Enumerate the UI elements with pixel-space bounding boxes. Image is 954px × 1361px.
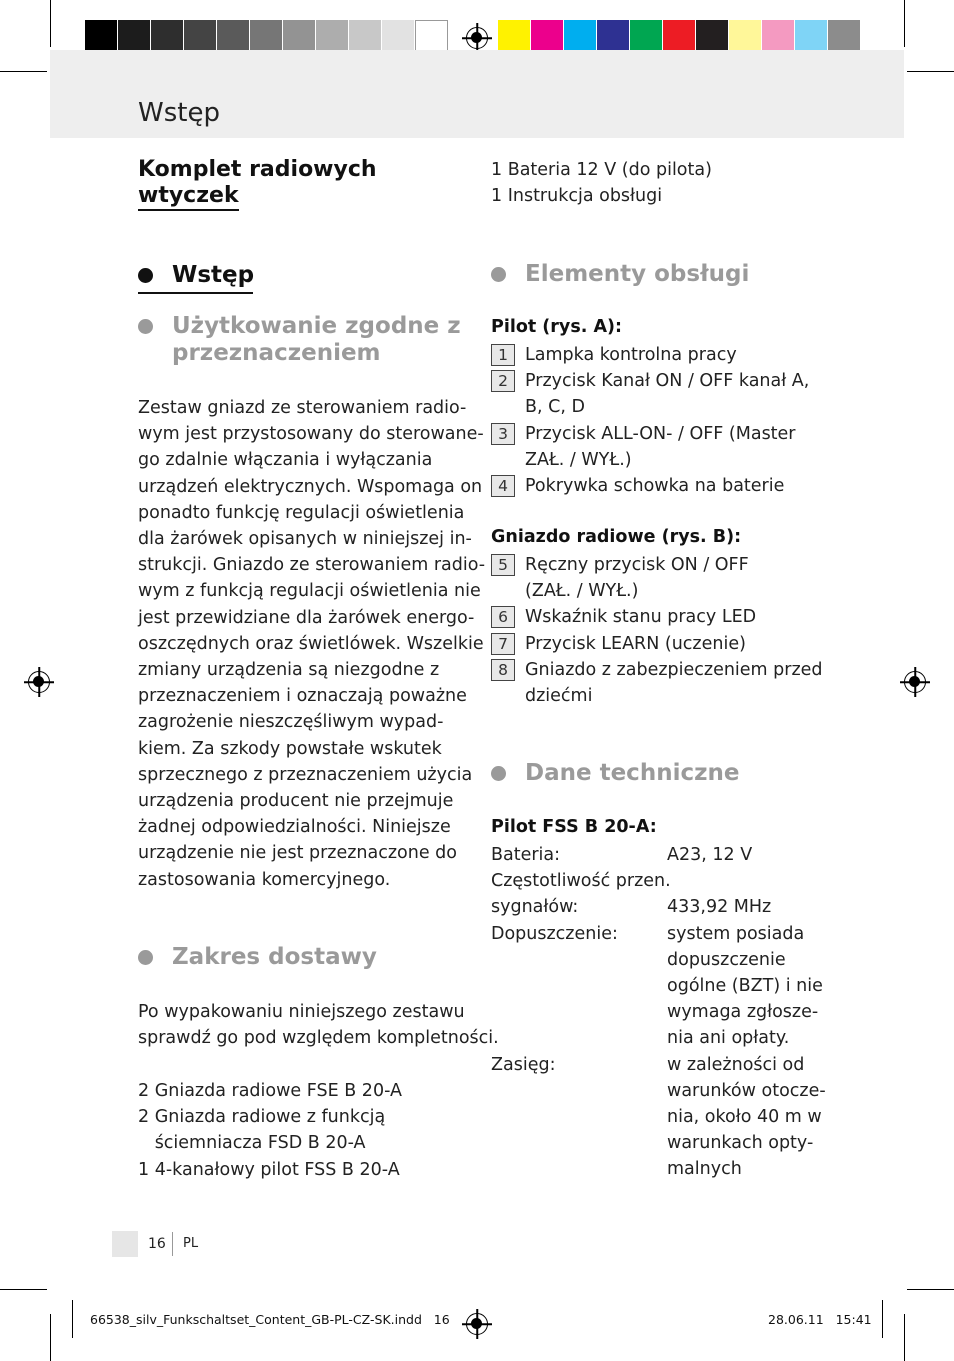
item-number-box: 3	[491, 423, 515, 445]
grayscale-swatch	[151, 20, 184, 54]
text-line: urządzeń elektrycznych. Wspomaga on	[138, 476, 483, 497]
spec-value: warunkach opty-	[667, 1133, 814, 1154]
product-title-line2: wtyczek	[138, 183, 239, 211]
text-line: dla żarówek opisanych w niniejszej in-	[138, 529, 472, 550]
delivery-list-continued	[491, 157, 712, 209]
delivery-item: 1 Instrukcja obsługi	[491, 186, 663, 207]
grayscale-color-bar	[85, 20, 448, 54]
tech-remote-heading: Pilot FSS B 20-A:	[491, 817, 657, 837]
item-label: B, C, D	[525, 397, 585, 418]
slug-date: 28.06.11 15:41	[768, 1312, 872, 1327]
bullet-icon	[491, 267, 506, 282]
grayscale-swatch	[415, 20, 448, 54]
process-swatch	[597, 20, 630, 54]
process-swatch	[630, 20, 663, 54]
remote-heading: Pilot (rys. A):	[491, 317, 623, 337]
text-line: wym z funkcją regulacji oświetlenia nie	[138, 581, 481, 602]
page-number: 16	[148, 1236, 166, 1252]
spec-value: 433,92 MHz	[667, 897, 772, 918]
text-line: zastosowania komercyjnego.	[138, 869, 391, 890]
item-label: Ręczny przycisk ON / OFF	[525, 555, 749, 575]
process-swatch	[696, 20, 729, 54]
text-line: urządzenie nie jest przeznaczone do	[138, 843, 457, 864]
text-line: oszczędnych oraz świetlówek. Wszelkie	[138, 633, 484, 654]
spec-value: system posiada	[667, 923, 805, 944]
crop-mark	[50, 0, 51, 47]
grayscale-swatch	[250, 20, 283, 54]
item-label: Przycisk LEARN (uczenie)	[525, 633, 746, 654]
item-number-box: 6	[491, 606, 515, 628]
spec-key: Zasięg:	[491, 1054, 556, 1075]
grayscale-swatch	[118, 20, 151, 54]
crop-mark	[904, 1314, 905, 1361]
process-swatch	[498, 20, 531, 54]
text-line: 2 Gniazda radiowe FSE B 20-A	[138, 1081, 402, 1101]
spec-key: Bateria:	[491, 845, 561, 865]
grayscale-swatch	[184, 20, 217, 54]
item-label: Przycisk ALL-ON- / OFF (Master	[525, 423, 796, 444]
spec-key: sygnałów:	[491, 897, 579, 918]
crop-mark	[907, 1289, 954, 1290]
footer-divider	[172, 1232, 173, 1256]
slug-filename: 66538_silv_Funkschaltset_Content_GB-PL-CZ-SK.indd 16	[90, 1312, 450, 1327]
crop-mark	[50, 1314, 51, 1361]
text-line: sprzecznego z przeznaczeniem użycia	[138, 764, 473, 785]
crop-mark	[0, 71, 47, 72]
spec-value: warunków otocze-	[667, 1080, 826, 1101]
registration-mark-icon	[466, 27, 488, 49]
bullet-icon	[138, 950, 153, 965]
text-line: Zestaw gniazd ze sterowaniem radio-	[138, 398, 467, 418]
grayscale-swatch	[85, 20, 118, 54]
item-label: Wskaźnik stanu pracy LED	[525, 607, 757, 628]
grayscale-swatch	[316, 20, 349, 54]
spec-value: nia ani opłaty.	[667, 1028, 790, 1049]
process-swatch	[531, 20, 564, 54]
item-number-box: 4	[491, 475, 515, 497]
item-label: Pokrywka schowka na baterie	[525, 476, 785, 496]
spec-value: w zależności od	[667, 1054, 805, 1075]
text-line: zmiany urządzenia są niezgodne z	[138, 660, 440, 681]
crop-mark	[904, 0, 905, 47]
spec-key: Dopuszczenie:	[491, 923, 618, 944]
process-swatch	[564, 20, 597, 54]
grayscale-swatch	[283, 20, 316, 54]
item-number-box: 7	[491, 633, 515, 655]
text-line: 2 Gniazda radiowe z funkcją	[138, 1107, 386, 1128]
registration-mark-icon	[28, 671, 50, 693]
socket-heading: Gniazdo radiowe (rys. B):	[491, 527, 742, 547]
process-swatch	[663, 20, 696, 54]
spec-value: dopuszczenie	[667, 949, 786, 970]
registration-mark-icon	[466, 1313, 488, 1335]
section-heading-intended-use: Użytkowanie zgodne z przeznaczeniem	[138, 313, 468, 369]
section-heading-controls: Elementy obsługi	[491, 261, 821, 291]
item-label: dziećmi	[525, 686, 593, 706]
text-line: go zdalnie włączania i wyłączania	[138, 450, 433, 471]
text-line: strukcji. Gniazdo ze sterowaniem radio-	[138, 555, 486, 576]
text-line: 1 4-kanałowy pilot FSS B 20-A	[138, 1159, 400, 1180]
delivery-paragraph	[138, 999, 499, 1051]
text-line: sprawdź go pod względem kompletności.	[138, 1028, 499, 1049]
delivery-list	[138, 1078, 402, 1183]
item-label: Gniazdo z zabezpieczeniem przed	[525, 659, 823, 680]
item-number-box: 8	[491, 659, 515, 681]
delivery-item: 1 Bateria 12 V (do pilota)	[491, 160, 712, 180]
text-line: Po wypakowaniu niniejszego zestawu	[138, 1002, 465, 1022]
footer-box	[112, 1231, 138, 1257]
text-line: ponadto funkcję regulacji oświetlenia	[138, 502, 465, 523]
item-label: Lampka kontrolna pracy	[525, 345, 737, 365]
text-line: urządzenia producent nie przejmuje	[138, 791, 454, 812]
text-line: jest przewidziane dla żarówek energo-	[138, 607, 475, 628]
crop-mark	[0, 1289, 47, 1290]
page-title: Wstęp	[138, 98, 220, 128]
item-label: (ZAŁ. / WYŁ.)	[525, 581, 639, 602]
item-label: ZAŁ. / WYŁ.)	[525, 449, 632, 470]
grayscale-swatch	[349, 20, 382, 54]
text-line: ściemniacza FSD B 20-A	[138, 1133, 366, 1154]
section-heading-intro: Wstęp	[138, 262, 253, 294]
text-line: kiem. Za szkody powstałe wskutek	[138, 738, 442, 759]
registration-mark-icon	[904, 671, 926, 693]
bullet-icon	[138, 268, 153, 283]
spec-value: nia, około 40 m w	[667, 1107, 822, 1127]
spec-value: malnych	[667, 1159, 742, 1180]
language-code: PL	[183, 1236, 199, 1251]
crop-mark	[882, 1300, 883, 1338]
process-swatch	[828, 20, 861, 54]
spec-key: Częstotliwość przen.	[491, 871, 671, 892]
text-line: zagrożenie nieszczęśliwym wypad-	[138, 712, 444, 733]
spec-value: ogólne (BZT) i nie	[667, 976, 823, 996]
grayscale-swatch	[217, 20, 250, 54]
product-title-line1: Komplet radiowych	[138, 157, 377, 182]
intended-use-paragraph	[138, 395, 485, 893]
grayscale-swatch	[382, 20, 415, 54]
process-color-bar	[498, 20, 861, 54]
spec-value: wymaga zgłosze-	[667, 1002, 819, 1023]
crop-mark	[907, 71, 954, 72]
process-swatch	[795, 20, 828, 54]
crop-mark	[72, 1300, 73, 1338]
text-line: przeznaczeniem i oznaczają poważne	[138, 686, 467, 707]
item-number-box: 5	[491, 554, 515, 576]
section-heading-delivery: Zakres dostawy	[138, 944, 468, 974]
product-title	[138, 157, 377, 211]
section-heading-tech: Dane techniczne	[491, 760, 821, 790]
process-swatch	[762, 20, 795, 54]
spec-value: A23, 12 V	[667, 845, 753, 865]
item-label: Przycisk Kanał ON / OFF kanał A,	[525, 371, 810, 392]
item-number-box: 1	[491, 344, 515, 366]
text-line: wym jest przystosowany do sterowane-	[138, 424, 484, 445]
text-line: żadnej odpowiedzialności. Niniejsze	[138, 817, 451, 838]
item-number-box: 2	[491, 370, 515, 392]
process-swatch	[729, 20, 762, 54]
bullet-icon	[491, 766, 506, 781]
bullet-icon	[138, 319, 153, 334]
